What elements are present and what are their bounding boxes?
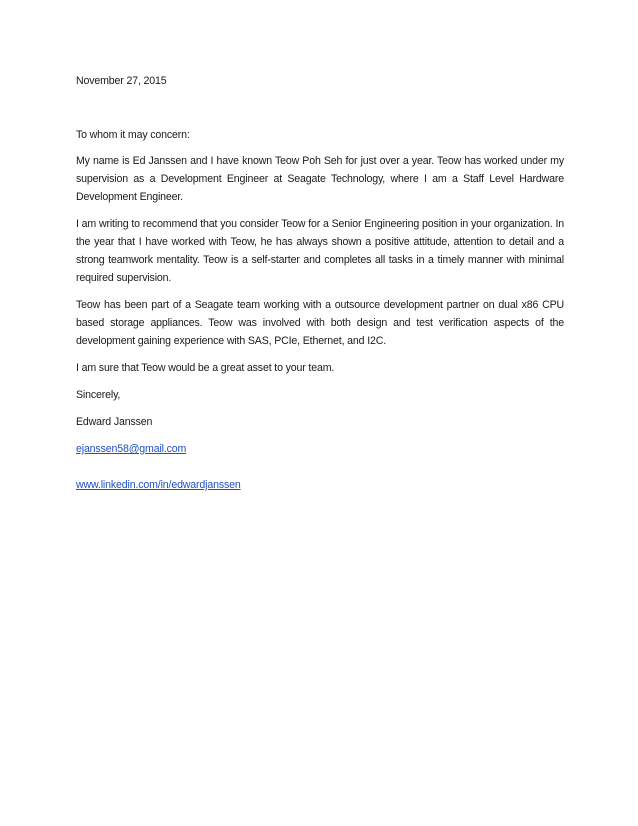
letter-paragraph-intro: My name is Ed Janssen and I have known Teow Poh Seh for just over a year. Teow has worked under my supervision as a Development Engineer at Seagate Technology, where I am a Staff Level Hardware Development Engineer. — [76, 155, 564, 203]
linkedin-link[interactable]: www.linkedin.com/in/edwardjanssen — [76, 479, 241, 491]
signer-name: Edward Janssen — [76, 416, 153, 428]
email-line — [76, 440, 564, 467]
recommendation-letter — [76, 72, 564, 512]
letter-date: November 27, 2015 — [76, 75, 167, 87]
email-link[interactable]: ejanssen58@gmail.com — [76, 443, 187, 455]
letter-paragraph-recommendation: I am writing to recommend that you consider Teow for a Senior Engineering position in your organization. In the year that I have worked with Teow, he has always shown a positive attitude, attention to detail and a strong teamwork mentality. Teow is a self-starter and completes all tasks in a timely manner with minimal required supervision. — [76, 218, 564, 284]
letter-paragraph-experience: Teow has been part of a Seagate team working with a outsource development partner on dual x86 CPU based storage appliances. Teow was involved with both design and test verification aspects of the development gaining experience with SAS, PCIe, Ethernet, and I2C. — [76, 299, 564, 347]
letter-paragraph-conclusion: I am sure that Teow would be a great asset to your team. — [76, 362, 335, 374]
linkedin-line — [76, 476, 564, 503]
letter-salutation: To whom it may concern: — [76, 129, 190, 141]
letter-closing: Sincerely, — [76, 389, 121, 401]
